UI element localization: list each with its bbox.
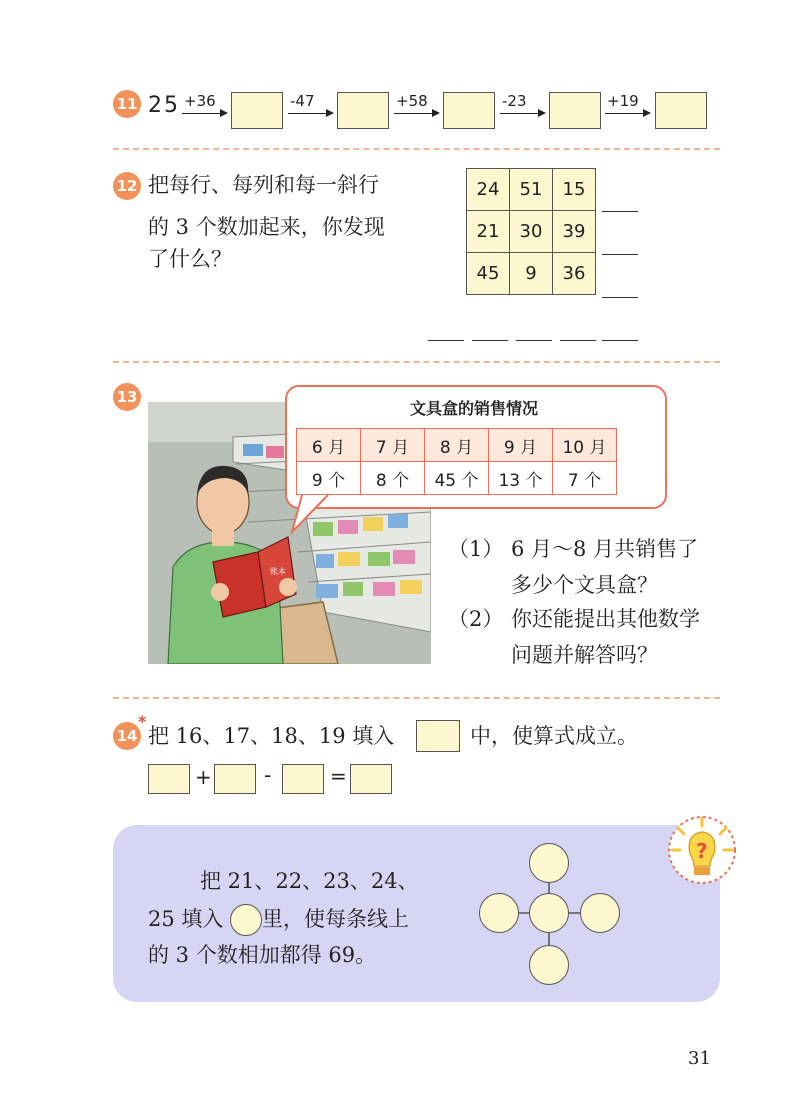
grid-cell: 39	[553, 211, 596, 253]
question-12-badge: 12	[113, 172, 141, 200]
lightbulb-icon	[664, 812, 740, 888]
grid-cell: 15	[553, 169, 596, 211]
subquestion-1-num: （1）	[448, 537, 504, 561]
answer-box-1[interactable]	[231, 92, 283, 129]
count-cell: 9 个	[297, 462, 361, 495]
count-cell: 8 个	[361, 462, 425, 495]
equation-box-4[interactable]	[350, 764, 392, 794]
example-circle	[230, 904, 262, 936]
circle-top[interactable]	[529, 843, 569, 883]
arrow-icon	[288, 113, 332, 114]
arrow-op-4: -23	[502, 92, 527, 110]
grid-cell: 24	[467, 169, 510, 211]
challenge-star: *	[138, 712, 147, 731]
example-box	[416, 720, 460, 752]
callout-tail	[290, 494, 330, 534]
book-label: 账本	[270, 567, 286, 576]
circle-center[interactable]	[529, 893, 569, 933]
col-sum-blank-3[interactable]	[560, 340, 596, 341]
month-cell: 6 月	[297, 429, 361, 462]
equation-box-3[interactable]	[282, 764, 324, 794]
hint-line-1: 把 21、22、23、24、	[200, 869, 419, 893]
start-number: 25	[148, 93, 180, 118]
question-12-line-3: 了什么？	[148, 247, 232, 271]
subquestion-1-line-1: 6 月～8 月共销售了	[511, 537, 699, 561]
magic-square-grid	[466, 168, 596, 295]
answer-box-3[interactable]	[443, 92, 495, 129]
month-cell: 10 月	[553, 429, 617, 462]
sales-table-title: 文具盒的销售情况	[409, 399, 538, 418]
answer-box-5[interactable]	[655, 92, 707, 129]
arrow-op-1: +36	[184, 92, 216, 110]
minus-sign: -	[264, 763, 272, 787]
arrow-op-2: -47	[290, 92, 315, 110]
hint-line-2a: 25 填入	[148, 907, 224, 931]
question-12-line-2: 的 3 个数加起来，你发现	[148, 215, 385, 239]
divider	[113, 361, 720, 363]
diag-sum-blank[interactable]	[428, 340, 464, 341]
arrow-icon	[182, 113, 226, 114]
question-11-badge: 11	[113, 90, 141, 118]
answer-box-4[interactable]	[549, 92, 601, 129]
question-14-text-before: 把 16、17、18、19 填入	[148, 724, 395, 748]
subquestion-2-line-1: 你还能提出其他数学	[511, 607, 700, 631]
grid-cell: 51	[510, 169, 553, 211]
col-sum-blank-1[interactable]	[472, 340, 508, 341]
answer-box-2[interactable]	[337, 92, 389, 129]
arrow-op-3: +58	[396, 92, 428, 110]
question-14-text-after: 中，使算式成立。	[470, 724, 638, 748]
count-cell: 13 个	[489, 462, 553, 495]
col-sum-blank-2[interactable]	[516, 340, 552, 341]
arrow-icon	[605, 113, 649, 114]
hint-line-3: 的 3 个数相加都得 69。	[148, 943, 377, 967]
grid-cell: 45	[467, 253, 510, 295]
divider	[113, 697, 720, 699]
month-cell: 8 月	[425, 429, 489, 462]
question-12-line-1: 把每行、每列和每一斜行	[148, 173, 379, 197]
row-sum-blank-1[interactable]	[602, 211, 638, 212]
question-14-badge: 14	[113, 722, 141, 750]
month-cell: 7 月	[361, 429, 425, 462]
circle-left[interactable]	[479, 893, 519, 933]
count-cell: 7 个	[553, 462, 617, 495]
month-cell: 9 月	[489, 429, 553, 462]
row-sum-blank-3[interactable]	[602, 297, 638, 298]
arrow-op-5: +19	[607, 92, 639, 110]
page-number: 31	[688, 1048, 711, 1069]
arrow-icon	[394, 113, 438, 114]
subquestion-1-line-2: 多少个文具盒？	[511, 573, 658, 597]
subquestion-2-line-2: 问题并解答吗？	[511, 643, 658, 667]
plus-sign: +	[195, 765, 212, 789]
diag-sum-blank-2[interactable]	[602, 340, 638, 341]
grid-cell: 36	[553, 253, 596, 295]
grid-cell: 30	[510, 211, 553, 253]
equation-box-1[interactable]	[148, 764, 190, 794]
grid-cell: 21	[467, 211, 510, 253]
subquestion-2-num: （2）	[448, 607, 504, 631]
grid-cell: 9	[510, 253, 553, 295]
circle-right[interactable]	[580, 893, 620, 933]
sales-table	[296, 428, 617, 495]
equals-sign: =	[330, 764, 347, 788]
row-sum-blank-2[interactable]	[602, 254, 638, 255]
hint-line-2b: 里，使每条线上	[262, 907, 409, 931]
equation-box-2[interactable]	[214, 764, 256, 794]
question-mark: ?	[696, 839, 708, 863]
circle-bottom[interactable]	[529, 945, 569, 985]
count-cell: 45 个	[425, 462, 489, 495]
question-13-badge: 13	[113, 383, 141, 411]
arrow-icon	[500, 113, 544, 114]
divider	[113, 148, 720, 150]
